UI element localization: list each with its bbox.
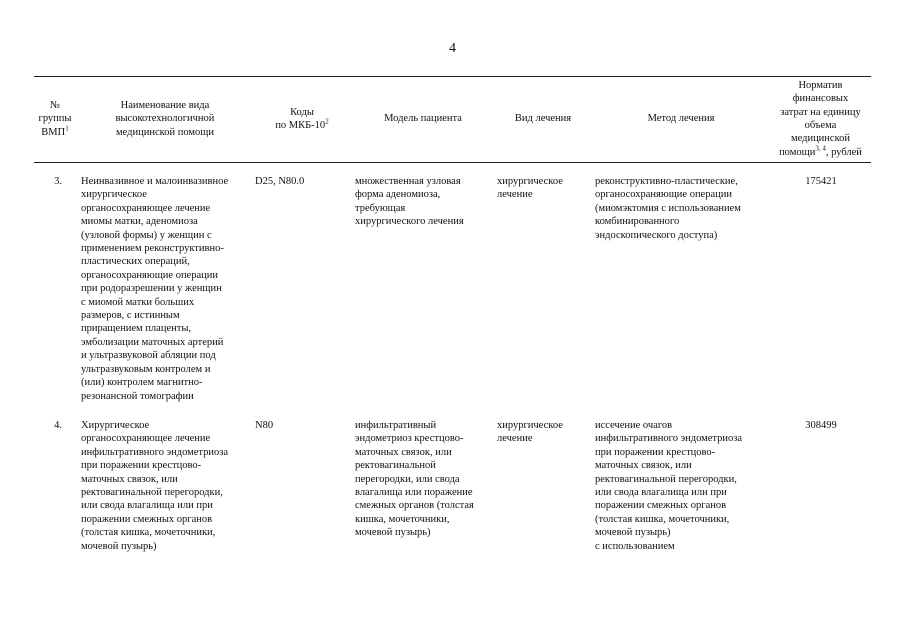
row-treatment-method: иссечение очагов инфильтративного эндометриоза при поражении крестцово- маточных связок, или ректовагинальной перегородки, или свода влагалища или при поражении смежных органов (толстая кишка, мочеточники, мочевой пузырь) с использованием bbox=[595, 420, 743, 552]
row-treatment-type: хирургическое лечение bbox=[497, 176, 563, 201]
row-patient-model: множественная узловая форма аденомиоза, требующая хирургического лечения bbox=[355, 176, 464, 228]
header-group-label: № группы ВМП bbox=[38, 99, 72, 138]
row-treatment-method: реконструктивно-пластические, органосохраняющие операции (миомэктомия с использованием комбинированного эндоскопического доступа) bbox=[595, 176, 741, 241]
header-codes-label: Коды по МКБ-10 bbox=[275, 106, 326, 131]
header-name bbox=[84, 76, 246, 162]
header-norm-label: Норматив финансовых затрат на единицу объема медицинской помощи bbox=[779, 79, 861, 158]
header-group bbox=[34, 76, 76, 162]
header-type bbox=[494, 76, 592, 162]
header-codes-footnote: 2 bbox=[325, 117, 329, 126]
row-group-number: 4. bbox=[54, 420, 62, 431]
row-treatment-type: хирургическое лечение bbox=[497, 420, 563, 445]
row-group-number: 3. bbox=[54, 176, 62, 187]
header-type-label: Вид лечения bbox=[514, 113, 572, 125]
row-cost-norm: 175421 bbox=[805, 176, 837, 187]
header-norm bbox=[770, 76, 871, 162]
header-model bbox=[352, 76, 494, 162]
header-name-label: Наименование вида высокотехнологичной медицинской помощи bbox=[115, 99, 215, 138]
page-number: 4 bbox=[449, 41, 456, 56]
header-norm-unit: , рублей bbox=[825, 146, 862, 158]
header-norm-footnote: 3, 4 bbox=[815, 144, 826, 153]
row-icd-codes: N80 bbox=[255, 420, 274, 431]
header-group-footnote: 1 bbox=[65, 124, 69, 133]
row-patient-model: инфильтративный эндометриоз крестцово- маточных связок, или ректовагинальной перегородки, или свода влагалища или поражение смежных органов (толстая кишка, мочеточники, мочевой пузырь) bbox=[355, 420, 474, 539]
header-bottom-rule bbox=[34, 162, 871, 163]
header-codes bbox=[252, 76, 352, 162]
header-model-label: Модель пациента bbox=[384, 113, 462, 125]
row-cost-norm: 308499 bbox=[805, 420, 837, 431]
row-vmp-name: Хирургическое органосохраняющее лечение инфильтративного эндометриоза при поражении крестцово- маточных связок, или ректовагинальной перегородки, или свода влагалища или при поражении смежных органов (толстая кишка, мочеточники, мочевой пузырь) bbox=[81, 420, 229, 552]
header-method-label: Метод лечения bbox=[647, 113, 715, 125]
row-vmp-name: Неинвазивное и малоинвазивное хирургическое органосохраняющее лечение миомы матки, аденомиоза (узловой формы) у женщин с применением реконструктивно- пластических операций, органосохраняющие операции при родоразрешении у женщин с миомой матки больших размеров, с истинным приращением плаценты, эмболизации маточных артерий и ультразвуковой абляции под ультразвуковым контролем и (или) контролем магнитно- резонансной томографии bbox=[81, 176, 229, 402]
header-method bbox=[592, 76, 770, 162]
row-icd-codes: D25, N80.0 bbox=[255, 176, 305, 187]
